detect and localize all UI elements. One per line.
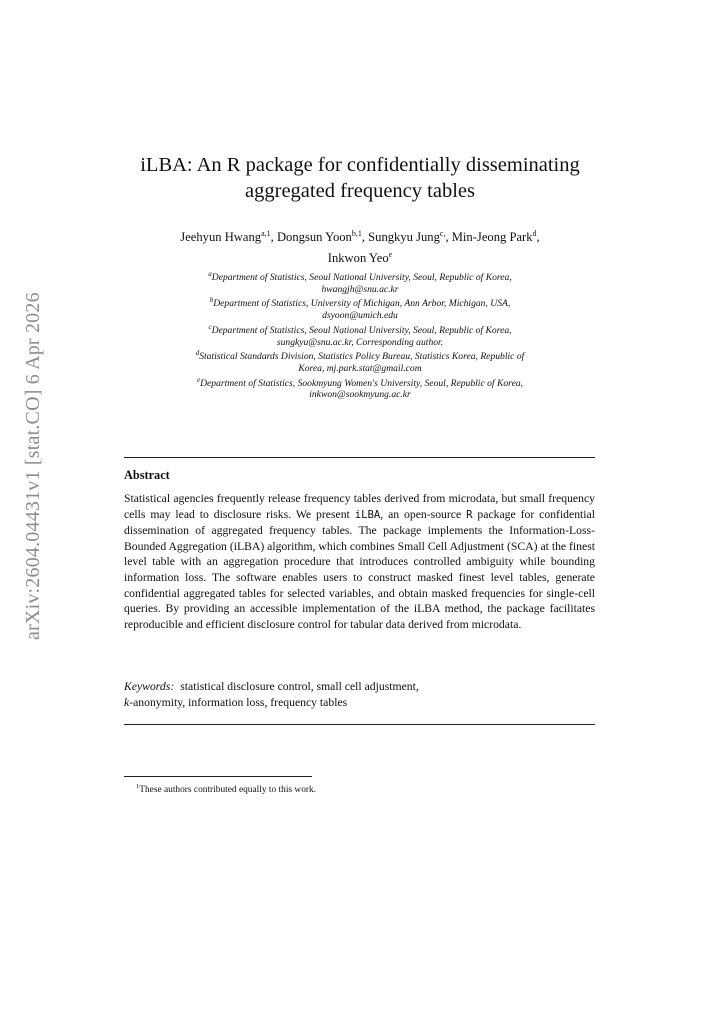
title-line-1: iLBA: An R package for confidentially disseminating bbox=[140, 154, 580, 176]
abstract-heading: Abstract bbox=[124, 468, 170, 482]
author-name: Min-Jeong Park bbox=[451, 230, 533, 245]
affiliation-text: Statistical Standards Division, Statistics Policy Bureau, Statistics Korea, Republic of bbox=[199, 351, 525, 363]
footnote-text: These authors contributed equally to this work. bbox=[139, 785, 317, 796]
package-name: iLBA bbox=[354, 508, 381, 521]
affiliation-mark: e bbox=[196, 375, 201, 384]
affiliation-text: Department of Statistics, Seoul National University, Seoul, Republic of Korea, bbox=[211, 272, 512, 284]
affiliation bbox=[120, 322, 600, 348]
footnote bbox=[136, 781, 316, 796]
abstract-text: package for confidential dissemination of aggregated frequency tables. The package implements the Information-Loss-Bounded Aggregation (iLBA) algorithm, which combines Small Cell Adjustment (SCA) at the finest level table with an aggregation procedure that introduces controlled ambiguity while bounding information loss. The software enables users to construct masked finest level tables, generate confidential aggregated tables for selected variables, and obtain masked frequencies for single-cell queries. By providing an accessible implementation of the iLBA method, the package facilitates reproducible and efficient disclosure control for tabular data derived from microdata. bbox=[124, 507, 596, 631]
keywords-text: -anonymity, information loss, frequency tables bbox=[129, 695, 348, 709]
footnote-mark: 1 bbox=[136, 783, 140, 790]
language-name: R bbox=[466, 508, 473, 521]
affiliation bbox=[120, 375, 600, 401]
keywords-k: k bbox=[124, 695, 130, 709]
author-separator: , bbox=[445, 230, 452, 245]
abstract-bottom-rule bbox=[124, 724, 595, 725]
author-mark: a,1 bbox=[261, 229, 271, 238]
title-line-2: aggregated frequency tables bbox=[245, 180, 475, 202]
abstract-text: Statistical agencies frequently release frequency tables derived from microdata, but small frequency cells may lead to disclosure risks. We present bbox=[124, 492, 595, 521]
affiliation-email: hwangjh@snu.ac.kr bbox=[321, 283, 399, 295]
footnote-rule bbox=[124, 776, 312, 777]
affiliation-list bbox=[120, 269, 600, 401]
affiliation-text: Department of Statistics, Seoul National University, Seoul, Republic of Korea, bbox=[211, 324, 512, 336]
affiliation-mark: a bbox=[208, 270, 212, 278]
author-name: Sungkyu Jung bbox=[368, 230, 440, 245]
affiliation-mark: c bbox=[208, 322, 212, 331]
affiliation-email: dsyoon@umich.edu bbox=[322, 310, 398, 322]
author-separator: , bbox=[536, 230, 540, 245]
affiliation-email: sungkyu@snu.ac.kr, Corresponding author. bbox=[276, 336, 444, 348]
affiliation-mark: b bbox=[209, 296, 214, 305]
abstract-text: , an open-source bbox=[380, 507, 467, 521]
author-mark: c, bbox=[439, 229, 446, 238]
abstract-top-rule bbox=[124, 457, 595, 458]
affiliation-email: inkwon@sookmyung.ac.kr bbox=[309, 389, 411, 401]
keywords-label: Keywords: bbox=[124, 680, 175, 693]
affiliation bbox=[120, 295, 600, 321]
author-mark: b,1 bbox=[351, 229, 362, 238]
author-name: Jeehyun Hwang bbox=[180, 230, 262, 245]
abstract-body bbox=[124, 491, 595, 632]
author-mark: d bbox=[532, 229, 537, 238]
affiliation-mark: d bbox=[195, 349, 200, 358]
author-name: Dongsun Yoon bbox=[276, 230, 352, 245]
arxiv-identifier: arXiv:2604.04431v1 [stat.CO] 6 Apr 2026 bbox=[22, 292, 44, 640]
affiliation bbox=[120, 269, 600, 295]
author-separator: , bbox=[361, 230, 369, 245]
keywords bbox=[124, 679, 595, 710]
author-list bbox=[110, 225, 610, 267]
author-name: Inkwon Yeo bbox=[327, 251, 389, 266]
affiliation bbox=[120, 348, 600, 374]
author-mark: e bbox=[388, 250, 393, 260]
keywords-text: statistical disclosure control, small cell adjustment, bbox=[180, 680, 419, 693]
affiliation-text: Department of Statistics, Sookmyung Women's University, Seoul, Republic of Korea, bbox=[200, 377, 524, 389]
author-separator: , bbox=[270, 230, 277, 245]
paper-title bbox=[100, 152, 620, 204]
affiliation-email: Korea, mj.park.stat@gmail.com bbox=[298, 362, 422, 374]
affiliation-text: Department of Statistics, University of Michigan, Ann Arbor, Michigan, USA, bbox=[213, 298, 511, 310]
